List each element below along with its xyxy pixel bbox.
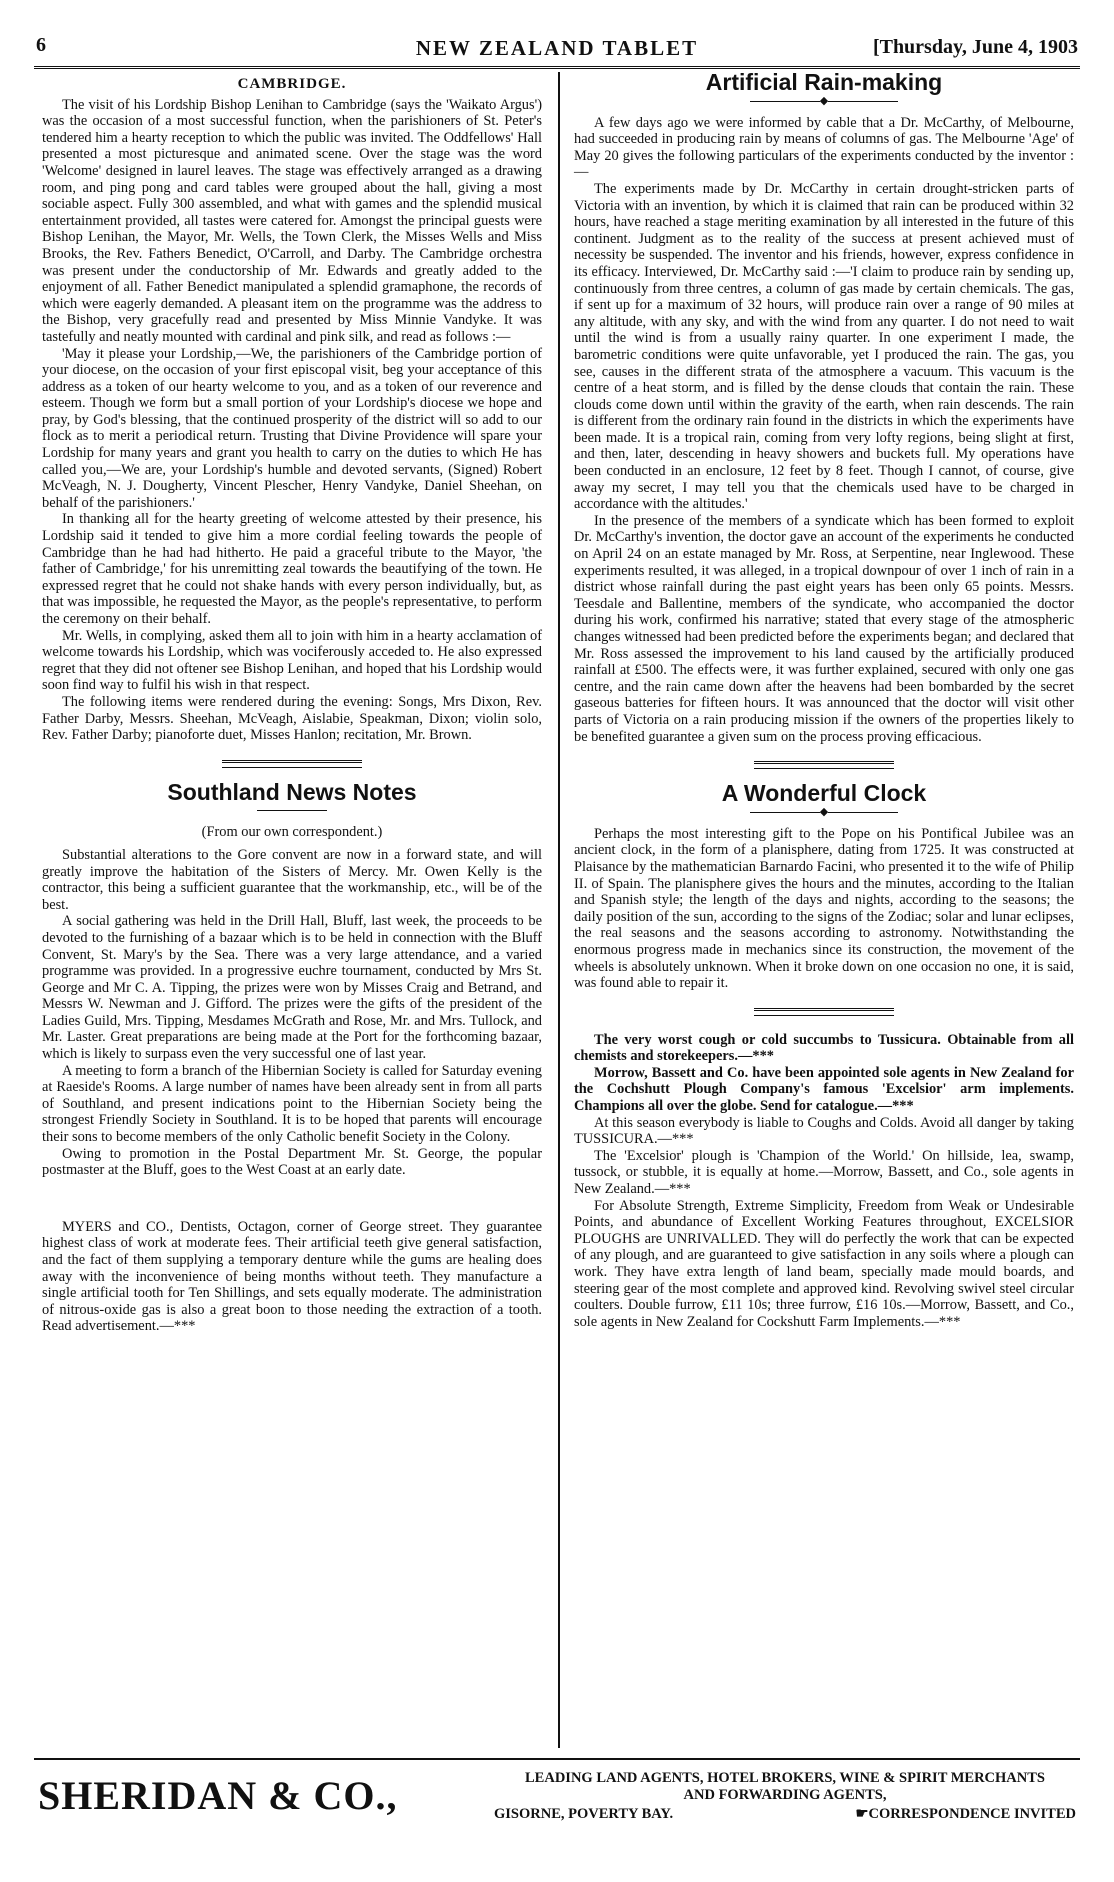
cambridge-article	[42, 76, 542, 744]
article-paragraph: A few days ago we were informed by cable that a Dr. McCarthy, of Melbourne, had succeeded in producing rain by means of columns of gas. The Melbourne 'Age' of May 20 gives the following particulars of the experiments conducted by the inventor :—	[574, 114, 1074, 181]
page-number: 6	[36, 34, 46, 56]
article-paragraph: Perhaps the most interesting gift to the Pope on his Pontifical Jubilee was an ancient clock, in the form of a planisphere, dating from 1725. It was constructed at Plaisance by the mathematician Barnardo Facini, who presented it to the wife of Philip II. of Spain. The planisphere gives the hours and the minutes, according to the Italian and Spanish style; the length of the days and nights, according to the seasons; the daily position of the sun, according to the signs of the Zodiac; solar and lunar eclipses, the real seasons and the seasons according to astronomy. Notwithstanding the enormous progress made in mechanics since its construction, the movement of the wheels is absolutely unknown. When it broke down on one occasion no one, it is said, was found able to repair it.	[574, 825, 1074, 992]
section-separator	[754, 761, 894, 769]
firm-details	[494, 1770, 1076, 1823]
advertisements	[574, 1032, 1074, 1331]
cockshutt-advertisement: Morrow, Bassett and Co. have been appointed sole agents in New Zealand for the Cochshutt Plough Company's famous 'Excelsior' arm implements. Champions all over the globe. Send for catalogue.—***	[574, 1064, 1074, 1115]
section-separator	[222, 760, 362, 768]
issue-date: [Thursday, June 4, 1903	[872, 36, 1078, 58]
title-ornament: ◆	[574, 806, 1074, 818]
title-ornament	[42, 804, 542, 816]
clock-article	[574, 780, 1074, 992]
title-ornament: ◆	[574, 95, 1074, 107]
article-paragraph: In the presence of the members of a syndicate which has been formed to exploit Dr. McCarthy's invention, the doctor gave an account of the experiments he conducted on April 24 on an estate managed by Mr. Ross, at Serpentine, near Inglewood. These experiments resulted, it was alleged, in a tropical downpour of over 1 inch of rain in a district whose rainfall during the past eight years has been only 65 points. Messrs. Teesdale and Ballentine, members of the syndicate, who accompanied the doctor during his work, confirmed his narrative; stated that every stage of the atmospheric changes witnessed had been predicted before the experiments began; and declared that Mr. Ross assessed the improvement to his land caused by the artificially produced rainfall at £500. The effects were, it was further explained, secured with only one gas centre, and the rain came down after the heavens had been bombarded by the secret gaseous batteries for fifteen hours. It was announced that the doctor will visit other parts of Victoria on a rain producing mission if the owners of the properties likely to be benefited guarantee a given sum on the process proving efficacious.	[574, 512, 1074, 745]
article-title: Artificial Rain-making	[705, 69, 943, 95]
article-paragraph: Mr. Wells, in complying, asked them all to join with him in a hearty acclamation of welcome towards his Lordship, which was vociferously acceded to. He also expressed regret that they did not oftener see Bishop Lenihan, and hoped that his Lordship would soon find way to fulfil his wish in that respect.	[42, 627, 542, 694]
article-paragraph: The following items were rendered during the evening: Songs, Mrs Dixon, Rev. Father Darby, Messrs. Sheehan, McVeagh, Aislabie, Speakman, Dixon; violin solo, Rev. Father Darby; pianoforte duet, Misses Hanlon; recitation, Mr. Brown.	[42, 693, 542, 744]
article-paragraph: In thanking all for the hearty greeting of welcome attested by their presence, his Lordship said it tended to give him a more cordial feeling towards the people of Cambridge than he had had hitherto. He paid a graceful tribute to the Mayor, 'the father of Cambridge,' for his unremitting zeal towards the beautifying of the town. He expressed regret that he could not shake hands with every person individually, but, as that was impossible, he requested the Mayor, as the people's representative, to perform the ceremony on their behalf.	[42, 511, 542, 627]
byline: (From our own correspondent.)	[201, 824, 383, 841]
tussicura-advertisement: The very worst cough or cold succumbs to Tussicura. Obtainable from all chemists and storekeepers.—***	[574, 1031, 1074, 1065]
article-paragraph: 'May it please your Lordship,—We, the parishioners of the Cambridge portion of your diocese, on the occasion of your first episcopal visit, beg your acceptance of this address as a token of our hearty welcome to you, and as a token of our reverence and esteem. Though we form but a small portion of your Lordship's diocese we hope and pray, by God's blessing, that the continued prosperity of the district will so add to our flock as to merit a periodical return. Trusting that Divine Providence will spare your Lordship for many years and grant you health to carry on the duties to which He has called you,—We are, your Lordship's humble and devoted servants, (Signed) Robert McVeagh, N. J. Dougherty, Vincent Plescher, Henry Vandyke, Daniel Sheehan, on behalf of the parishioners.'	[42, 345, 542, 511]
excelsior-ploughs-advertisement: For Absolute Strength, Extreme Simplicity, Freedom from Weak or Undesirable Points, and abundance of Excellent Working Features throughout, EXCELSIOR PLOUGHS are UNRIVALLED. They will do perfectly the work that can be expected of any plough, and are guaranteed to give satisfaction in any soils where a plough can work. They have extra length of land beam, specially made mould boards, and steering gear of the most complete and approved kind. Revolving swivel steel circular coulters. Double furrow, £11 10s; three furrow, £16 10s.—Morrow, Bassett, and Co., sole agents in New Zealand for Cockshutt Farm Implements.—***	[574, 1197, 1074, 1330]
firm-name: SHERIDAN & CO.,	[38, 1773, 398, 1818]
publication-title: NEW ZEALAND TABLET	[415, 36, 699, 60]
page-header	[34, 26, 1080, 66]
article-paragraph: Substantial alterations to the Gore convent are now in a forward state, and will greatly improve the habitation of the Sisters of Mercy. Mr. Owen Kelly is the contractor, this being a sufficient guarantee that the workmanship, etc., will be of the best.	[42, 846, 542, 913]
article-paragraph: A social gathering was held in the Drill Hall, Bluff, last week, the proceeds to be devoted to the furnishing of a bazaar which is to be held in connection with the Bluff Convent, St. Mary's by the Sea. There was a very large attendance, and a varied programme was provided. In a progressive euchre tournament, conducted by Mrs St. George and Mr C. A. Tipping, the prizes were won by Misses Craig and Betrand, and Messrs W. Newman and J. Gifford. The prizes were the gifts of the president of the Ladies Guild, Mrs. Tipping, Mesdames McGrath and Rose, Mr. and Mrs. Tullock, and Mr. Laster. Great preparations are being made at the Port for the forthcoming bazaar, which is likely to surpass even the very successful one of last year.	[42, 913, 542, 1063]
article-paragraph: The experiments made by Dr. McCarthy in certain drought-stricken parts of Victoria with an invention, by which it is claimed that rain can be produced within 32 hours, have reached a stage meriting examination by all interested in the future of this continent. Judgment as to the reality of the success at present achieved must of necessity be suspended. The inventor and his friends, however, express confidence in its efficacy. Interviewed, Dr. McCarthy said :—'I claim to produce rain by sending up, continuously from three centres, a column of gas made by certain chemicals. The gas, if sent up for a maximum of 32 hours, will produce rain over a range of 90 miles at any altitude, with any sky, and with the wind from any quarter. I do not need to wait until the wind is from a usually rainy quarter. In one experiment I made, the barometric conditions were quite unfavorable, yet I produced the rain. The gas, you see, causes in the different strata of the atmosphere a vacuum. This vacuum is the centre of a heat storm, and is filled by the dense clouds that contain the rain. These clouds come down until within the gravity of the earth, when rain descends. The rain is different from the ordinary rain found in the districts in which the experiments have been made. It is a tropical rain, coming from very lofty regions, being slight at first, and then, later, descending in heavy showers and buckets full. My operations have been conducted in an enclosure, 12 feet by 8 feet. Though I cannot, of course, give away my secret, I may tell you that the chemicals used have to be charged in accordance with the altitudes.'	[574, 180, 1074, 513]
right-column	[574, 69, 1074, 1330]
column-divider	[558, 72, 560, 1748]
article-paragraph: A meeting to form a branch of the Hibernian Society is called for Saturday evening at Raeside's Rooms. A large number of names have been already sent in from all parts of Southland, and present indications point to the Hibernian Society being the strongest Friendly Society in Southland. It is to be hoped that parents will encourage their sons to become members of the only Catholic benefit Society in the Colony.	[42, 1062, 542, 1146]
firm-services-2: AND FORWARDING AGENTS,	[683, 1787, 887, 1803]
newspaper-page	[34, 26, 1080, 1856]
left-column	[42, 74, 542, 1335]
excelsior-advertisement: The 'Excelsior' plough is 'Champion of the World.' On hillside, lea, swamp, tussock, or stubble, it is equally at home.—Morrow, Bassett, and Co., sole agents in New Zealand.—***	[574, 1147, 1074, 1198]
southland-article	[42, 778, 542, 1179]
coughs-advertisement: At this season everybody is liable to Coughs and Colds. Avoid all danger by taking TUSSICURA.—***	[574, 1114, 1074, 1148]
article-paragraph: The visit of his Lordship Bishop Lenihan to Cambridge (says the 'Waikato Argus') was the occasion of a most successful function, when the parishioners of St. Peter's tendered him a hearty reception to which the public was invited. The Oddfellows' Hall presented a most picturesque and animated scene. Over the stage was the word 'Welcome' designed in laurel leaves. The stage was effectively arranged as a drawing room, and ping pong and card tables were grouped about the hall, giving a most sociable aspect. Fully 300 assembled, and what with games and the splendid musical entertainment provided, all tastes were catered for. Amongst the principal guests were Bishop Lenihan, the Mayor, Mr. Wells, the Town Clerk, the Misses Wells and Miss Brooks, the Rev. Fathers Benedict, O'Carroll, and Darby. The Cambridge orchestra was present under the conductorship of Mr. Edwards and greatly added to the enjoyment of all. Father Benedict manipulated a splendid gramaphone, the records of which were eagerly demanded. A pleasant item on the programme was the address to the Bishop, very gracefully read and presented by Miss Minnie Vandyke. It was tastefully and neatly mounted with cardinal and pink silk, and read as follows :—	[42, 96, 542, 345]
firm-services: LEADING LAND AGENTS, HOTEL BROKERS, WINE & SPIRIT MERCHANTS	[525, 1770, 1045, 1786]
article-title: Southland News Notes	[167, 778, 417, 805]
firm-location: GISORNE, POVERTY BAY.	[494, 1806, 674, 1822]
article-paragraph: Owing to promotion in the Postal Department Mr. St. George, the popular postmaster at the Bluff, goes to the West Coast at an early date.	[42, 1145, 542, 1179]
rain-article	[574, 69, 1074, 745]
correspondence-note: ☛CORRESPONDENCE INVITED	[855, 1806, 1076, 1822]
myers-advertisement: MYERS and CO., Dentists, Octagon, corner of George street. They guarantee highest class of work at moderate fees. Their artificial teeth give general satisfaction, and the fact of them supplying a temporary denture while the gums are healing does away with the inconvenience of being months without teeth. They manufacture a single artificial tooth for Ten Shillings, and sets equally moderate. The administration of nitrous-oxide gas is also a great boon to those needing the extraction of a tooth. Read advertisement.—***	[42, 1218, 542, 1335]
section-separator	[754, 1008, 894, 1016]
article-title: CAMBRIDGE.	[237, 76, 347, 92]
sheridan-advertisement	[34, 1758, 1080, 1840]
article-title: A Wonderful Clock	[721, 780, 927, 807]
